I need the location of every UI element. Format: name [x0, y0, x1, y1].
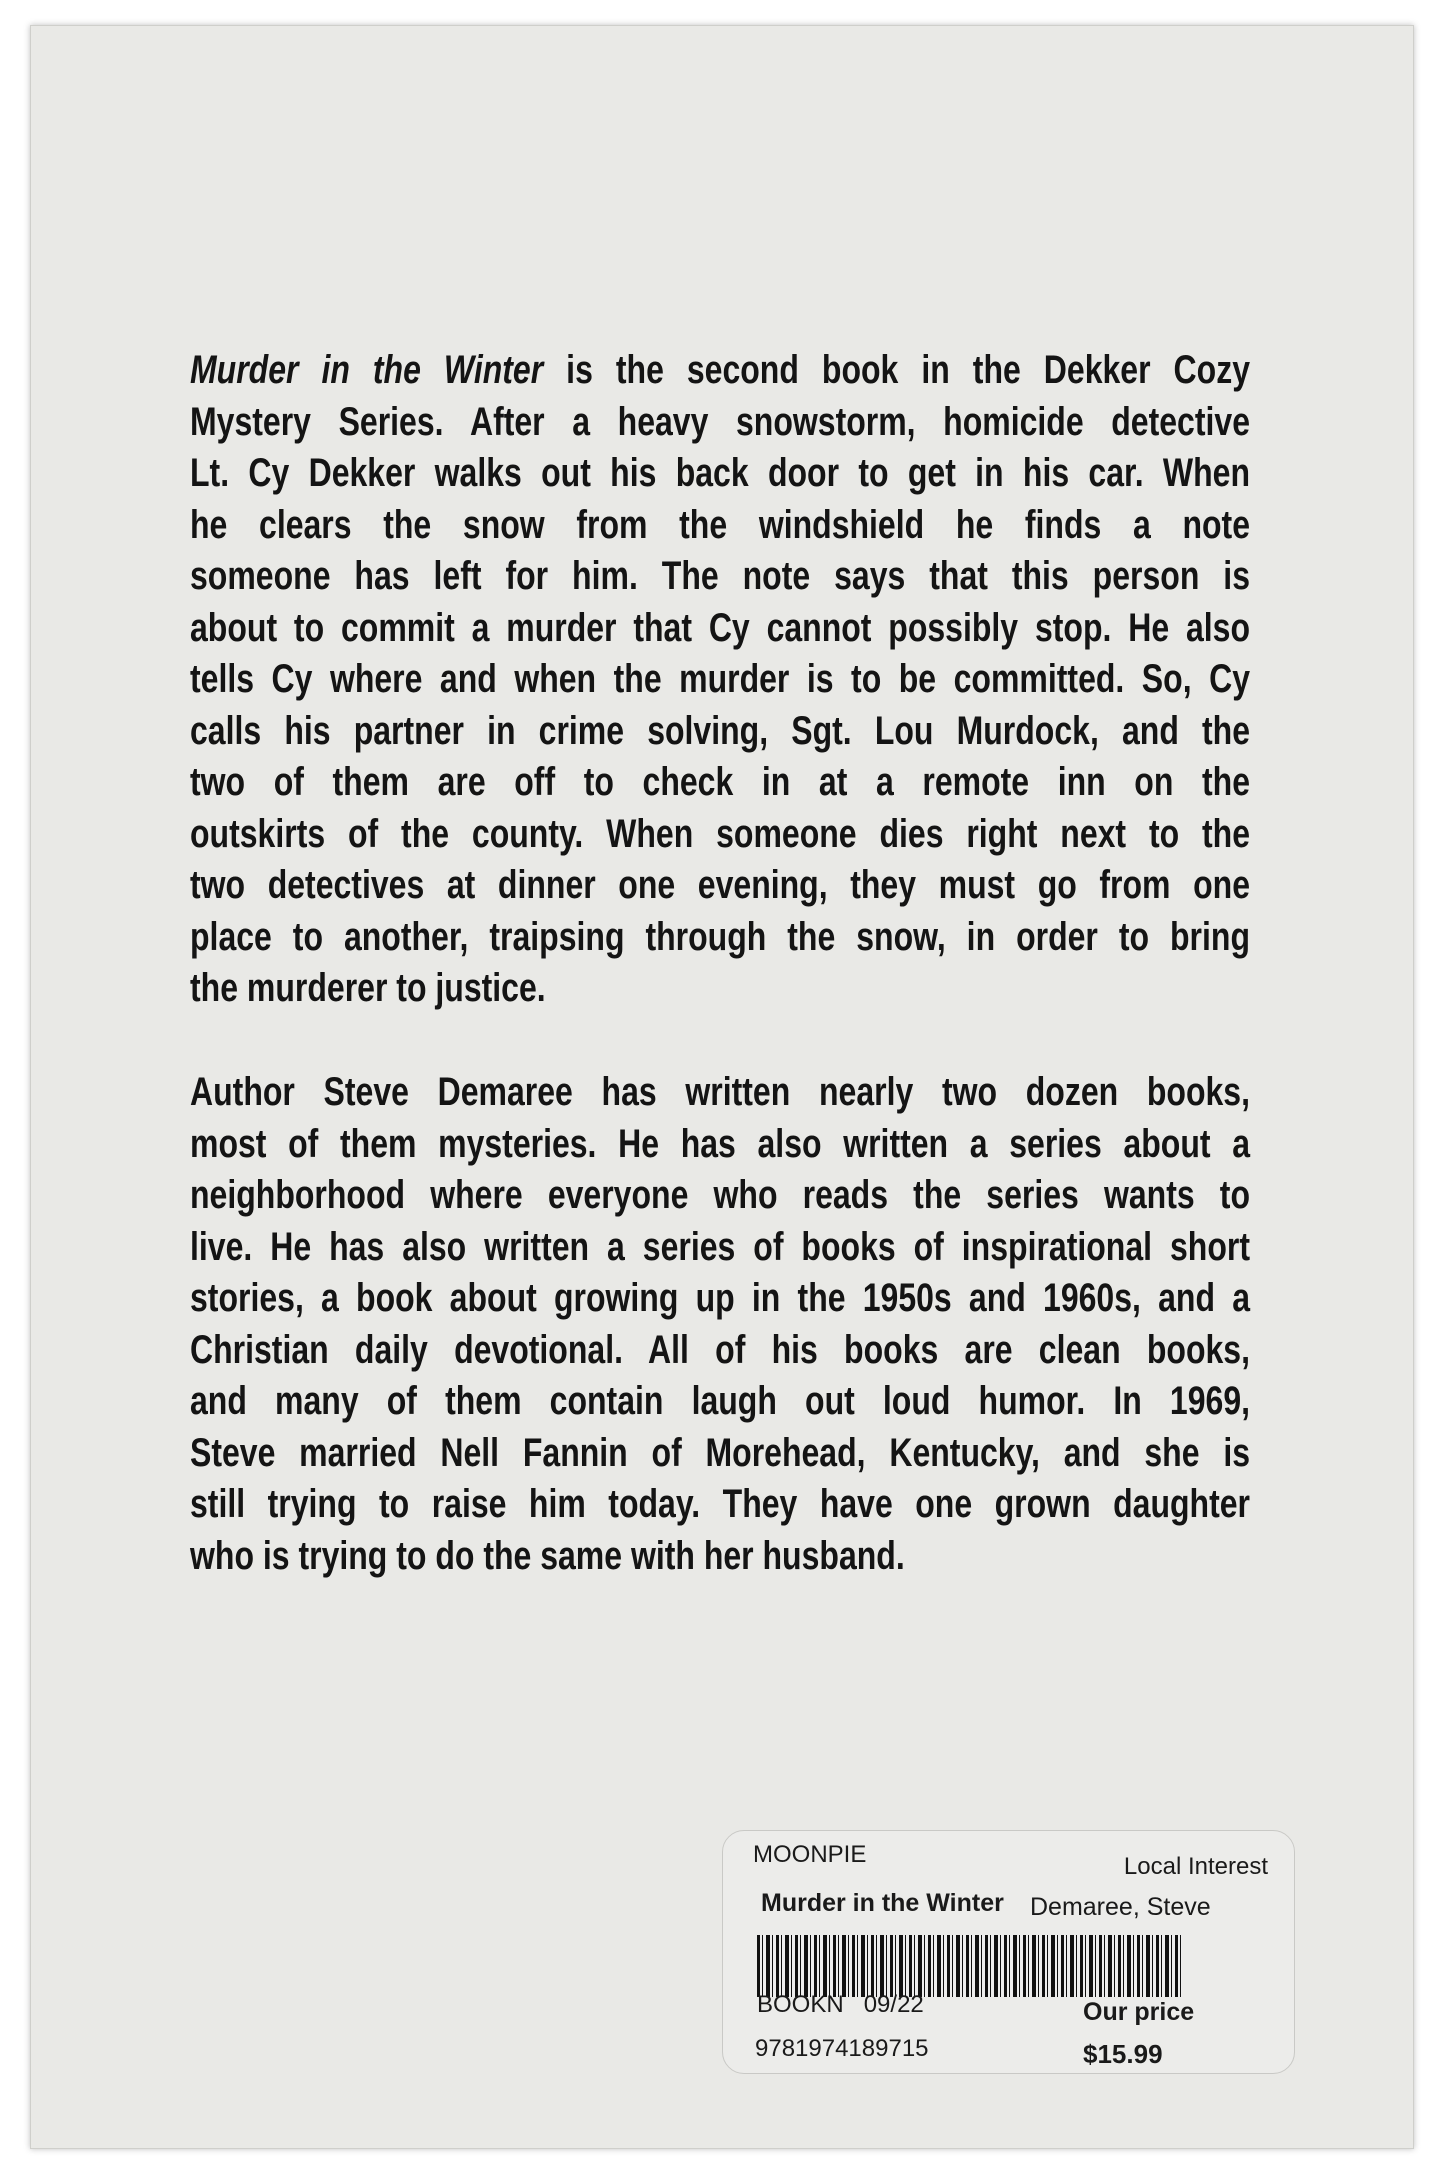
- isbn: 9781974189715: [755, 2035, 929, 2062]
- sticker-author: Demaree, Steve: [1030, 1893, 1211, 1921]
- bio-line: Author Steve Demaree has written nearly two dozen books,: [190, 1070, 1250, 1114]
- price-label: Our price: [1083, 1998, 1195, 2026]
- author-bio-paragraph: [190, 1067, 1250, 1582]
- bio-line: Christian daily devotional. All of his books are clean books,: [190, 1327, 1250, 1372]
- bio-line: who is trying to do the same with her husband.: [190, 1533, 905, 1578]
- bio-line: neighborhood where everyone who reads the series wants to: [190, 1173, 1250, 1217]
- blurb-line: Lt. Cy Dekker walks out his back door to get in his car. When: [190, 451, 1250, 495]
- blurb-line: place to another, traipsing through the snow, in order to bring: [190, 914, 1250, 959]
- blurb-paragraph: [190, 345, 1250, 1015]
- blurb-line: two detectives at dinner one evening, they must go from one: [190, 863, 1250, 907]
- bio-line: Steve married Nell Fannin of Morehead, Kentucky, and she is: [190, 1430, 1250, 1475]
- bio-line: stories, a book about growing up in the 1950s and 1960s, and a: [190, 1276, 1250, 1320]
- blurb-line: outskirts of the county. When someone dies right next to the: [190, 811, 1250, 856]
- blurb-line: Mystery Series. After a heavy snowstorm, homicide detective: [190, 399, 1250, 444]
- book-title-italic: Murder in the Winter: [190, 348, 544, 392]
- blurb-line: someone has left for him. The note says that this person is: [190, 554, 1250, 598]
- bio-line: and many of them contain laugh out loud humor. In 1969,: [190, 1379, 1250, 1423]
- item-code: [757, 1991, 924, 2019]
- section-label: Local Interest: [1123, 1853, 1268, 1880]
- code: BOOKN: [757, 1991, 844, 2018]
- blurb-line: about to commit a murder that Cy cannot possibly stop. He also: [190, 605, 1250, 650]
- bio-line: live. He has also written a series of books of inspirational short: [190, 1224, 1250, 1269]
- blurb-line: calls his partner in crime solving, Sgt. Lou Murdock, and the: [190, 708, 1250, 753]
- blurb-line: tells Cy where and when the murder is to be committed. So, Cy: [190, 657, 1250, 701]
- sticker-title: Murder in the Winter: [761, 1889, 1004, 1917]
- bio-line: most of them mysteries. He has also written a series about a: [190, 1121, 1250, 1166]
- barcode: [757, 1935, 1182, 1997]
- blurb-line: two of them are off to check in at a remote inn on the: [190, 760, 1250, 804]
- blurb-line: [190, 345, 1250, 397]
- blurb-line: he clears the snow from the windshield he finds a note: [190, 502, 1250, 547]
- bio-line: still trying to raise him today. They have one grown daughter: [190, 1482, 1250, 1526]
- blurb-text: is the second book in the Dekker Cozy: [543, 348, 1250, 392]
- blurb-line: the murderer to justice.: [190, 966, 546, 1010]
- date: 09/22: [863, 1991, 924, 2018]
- price-sticker: [722, 1830, 1295, 2074]
- store-name: MOONPIE: [753, 1841, 867, 1868]
- price: $15.99: [1083, 2039, 1163, 2069]
